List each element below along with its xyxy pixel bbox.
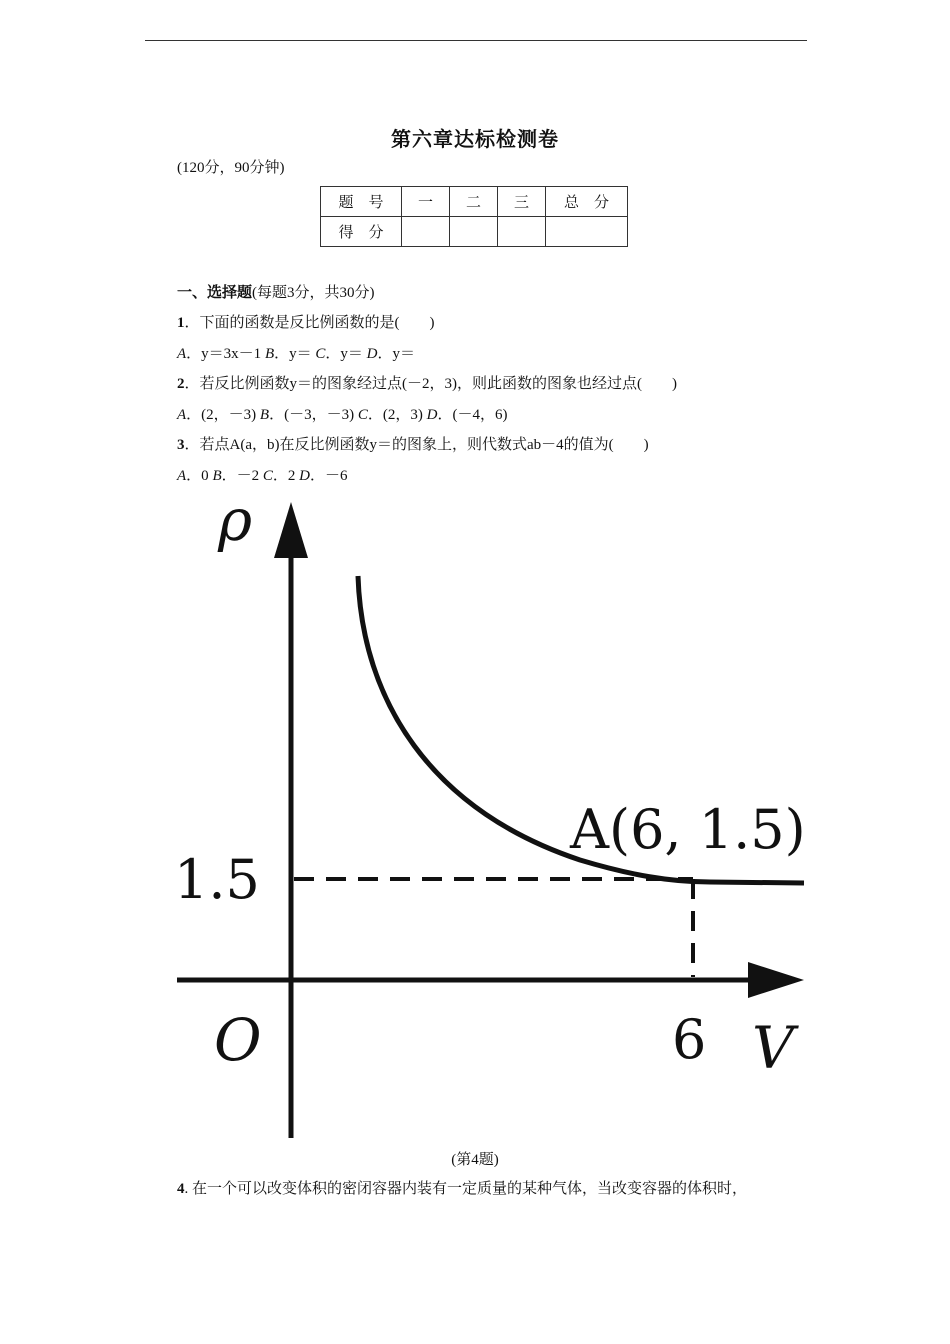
option-text: ．y＝ [377, 346, 416, 362]
score-table [320, 186, 628, 247]
score-cell[interactable] [450, 217, 498, 247]
question-text: ．若点A(a，b)在反比例函数y＝的图象上，则代数式ab－4的值为( ) [184, 437, 649, 453]
option-letter: D [426, 407, 438, 423]
option-letter: B [212, 468, 222, 484]
y-tick-label: 1.5 [174, 848, 260, 911]
question-stem [177, 313, 435, 333]
question-options [177, 405, 507, 425]
option-letter: D [299, 468, 310, 484]
x-tick-label: 6 [672, 1008, 707, 1071]
inverse-function-graph [150, 480, 870, 1145]
question-number: 1 [177, 315, 185, 331]
y-axis-arrow-icon [274, 502, 308, 558]
score-header-cell: 三 [498, 187, 546, 217]
score-header-cell: 二 [450, 187, 498, 217]
question-number: 4 [177, 1181, 185, 1197]
option-letter: A [177, 468, 187, 484]
option-text: ．(－3，－3) [269, 407, 358, 423]
question-stem [177, 1179, 747, 1199]
score-cell[interactable] [498, 217, 546, 247]
question-options [177, 344, 415, 364]
score-cell[interactable] [546, 217, 628, 247]
option-letter: C [357, 407, 368, 423]
option-letter: A [177, 346, 187, 362]
score-table-header-row [321, 187, 628, 217]
option-text: ．y＝ [325, 346, 367, 362]
option-text: ．0 [186, 468, 213, 484]
option-letter: B [259, 407, 270, 423]
question-number: 3 [177, 437, 185, 453]
score-header-cell: 总 分 [546, 187, 628, 217]
option-letter: C [262, 468, 273, 484]
section-note: (每题3分，共30分) [252, 285, 375, 301]
option-text: ．(2，3) [367, 407, 427, 423]
x-axis-arrow-icon [748, 962, 804, 998]
figure-caption: (第4题) [451, 1152, 499, 1168]
option-text: ．y＝ [274, 346, 316, 362]
question-stem [177, 435, 649, 455]
x-axis-label: V [752, 1014, 794, 1082]
option-text: ．－2 [221, 468, 263, 484]
option-letter: B [264, 346, 275, 362]
option-text: ．2 [272, 468, 300, 484]
exam-meta: (120分，90分钟) [177, 160, 285, 176]
option-letter: C [315, 346, 326, 362]
score-table-score-row [321, 217, 628, 247]
option-text: ．y＝3x－1 [186, 346, 265, 362]
question-number: 2 [177, 376, 185, 392]
header-rule [145, 40, 807, 41]
score-row-label: 得 分 [321, 217, 402, 247]
y-axis-label: ρ [218, 486, 253, 554]
origin-label: O [214, 1006, 262, 1074]
score-header-cell: 一 [402, 187, 450, 217]
point-label: A(6, 1.5) [570, 798, 806, 861]
question-text: ．下面的函数是反比例函数的是( ) [184, 315, 435, 331]
option-text: ．－6 [310, 468, 348, 484]
score-header-cell: 题 号 [321, 187, 402, 217]
option-text: ．(2，－3) [186, 407, 260, 423]
question-text: ．若反比例函数y＝的图象经过点(－2，3)，则此函数的图象也经过点( ) [184, 376, 677, 392]
section-heading [177, 283, 375, 303]
option-letter: D [366, 346, 378, 362]
score-cell[interactable] [402, 217, 450, 247]
question-text: . 在一个可以改变体积的密闭容器内装有一定质量的某种气体，当改变容器的体积时， [184, 1181, 748, 1197]
section-title: 一、选择题 [177, 285, 253, 301]
option-text: ．(－4，6) [437, 407, 508, 423]
question-stem [177, 374, 677, 394]
page-title: 第六章达标检测卷 [391, 129, 559, 151]
option-letter: A [177, 407, 187, 423]
